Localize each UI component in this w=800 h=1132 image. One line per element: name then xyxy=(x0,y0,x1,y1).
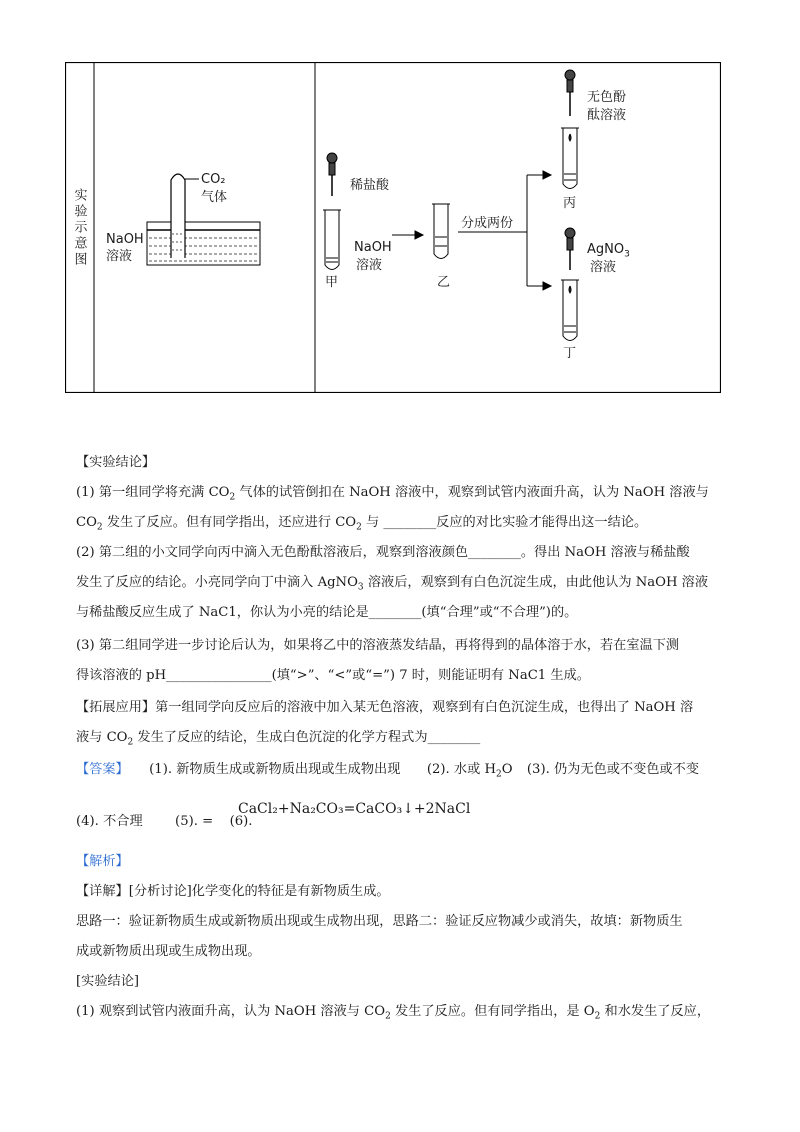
detail-line-3: 成或新物质出现或生成物出现。 xyxy=(76,944,261,959)
agno3-label: AgNO$_3$ xyxy=(587,242,630,260)
agno3-solution-label: 溶液 xyxy=(590,260,617,275)
answer-line-2 xyxy=(76,814,252,830)
detail-line-1: 【详解】[分析讨论]化学变化的特征是有新物质生成。 xyxy=(76,884,390,899)
answer-3: (3). 仍为无色或不变色或不变 xyxy=(526,762,700,777)
detail-line-4: [实验结论] xyxy=(76,974,140,989)
answer-5: (5). = xyxy=(175,814,214,829)
detail-line-5: (1) 观察到试管内液面升高，认为 NaOH 溶液与 $CO_2$ 发生了反应。但有同学指出，是 $O_2$ 和水发生了反应， xyxy=(76,1004,711,1022)
answer-4: (4). 不合理 xyxy=(76,814,143,829)
tube-yi-label: 乙 xyxy=(437,275,451,290)
paragraph-2-line-3: 与稀盐酸反应生成了 NaC1，你认为小亮的结论是________(填“合理”或“不合理”)的。 xyxy=(76,605,578,620)
solution-label: 溶液 xyxy=(106,249,133,264)
naoh-solution-label-2: 溶液 xyxy=(356,258,383,273)
paragraph-3-line-1: (3) 第二组同学进一步讨论后认为，如果将乙中的溶液蒸发结晶，再将得到的晶体溶于水，若在室温下测 xyxy=(76,638,680,653)
chemical-equation: CaCl₂+Na₂CO₃=CaCO₃↓+2NaCl xyxy=(238,801,471,817)
paragraph-1-line-2: $CO_2$ 发生了反应。但有同学指出，还应进行 $CO_2$ 与 ________反应的对比实验才能得出这一结论。 xyxy=(76,515,648,533)
experiment-diagram-table xyxy=(65,62,721,393)
naoh-solution-label-1: NaOH xyxy=(354,240,392,255)
acid-label: 稀盐酸 xyxy=(350,178,390,193)
co2-label: CO₂ xyxy=(201,172,226,187)
extension-line-2: 液与 $CO_2$ 发生了反应的结论，生成白色沉淀的化学方程式为________ xyxy=(76,730,481,748)
answer-2: (2). 水或 $H_2O$ xyxy=(426,762,513,780)
answer-6: (6). xyxy=(229,814,253,829)
paragraph-2-line-2: 发生了反应的结论。小亮同学向丁中滴入 AgNO$_3$ 溶液后，观察到有白色沉淀生成，由此他认为 NaOH 溶液 xyxy=(76,575,709,593)
detail-line-2: 思路一：验证新物质生成或新物质出现或生成物出现，思路二：验证反应物减少或消失，故填：新物质生 xyxy=(76,914,683,929)
gas-label: 气体 xyxy=(201,190,228,205)
phenolphthalein-label-2: 酞溶液 xyxy=(587,108,627,123)
tube-bing-label: 丙 xyxy=(563,196,577,211)
analysis-tag: 【解析】 xyxy=(76,854,129,869)
section-heading-conclusion: 【实验结论】 xyxy=(76,455,156,470)
answer-line-1 xyxy=(76,762,699,783)
naoh-label: NaOH xyxy=(106,232,144,247)
extension-line-1: 【拓展应用】第一组同学向反应后的溶液中加入某无色溶液，观察到有白色沉淀生成，也得出了 NaOH 溶 xyxy=(76,700,694,715)
split-label: 分成两份 xyxy=(461,216,514,231)
phenolphthalein-label-1: 无色酚 xyxy=(587,90,627,105)
tube-jia-label: 甲 xyxy=(325,275,339,290)
answer-tag: 【答案】 xyxy=(76,762,129,777)
paragraph-2-line-1: (2) 第二组的小文同学向丙中滴入无色酚酞溶液后，观察到溶液颜色________。得出 NaOH 溶液与稀盐酸 xyxy=(76,545,690,560)
tube-ding-label: 丁 xyxy=(563,346,577,361)
paragraph-1-line-1: (1) 第一组同学将充满 $CO_2$ 气体的试管倒扣在 NaOH 溶液中，观察到试管内液面升高，认为 NaOH 溶液与 xyxy=(76,485,709,503)
paragraph-3-line-2: 得该溶液的 pH________________(填“>”、“<”或“=”) 7 时，则能证明有 NaC1 生成。 xyxy=(76,668,590,683)
diagram-row-label: 实验示意图 xyxy=(71,187,87,268)
answer-1: (1). 新物质生成或新物质出现或生成物出现 xyxy=(149,762,401,777)
